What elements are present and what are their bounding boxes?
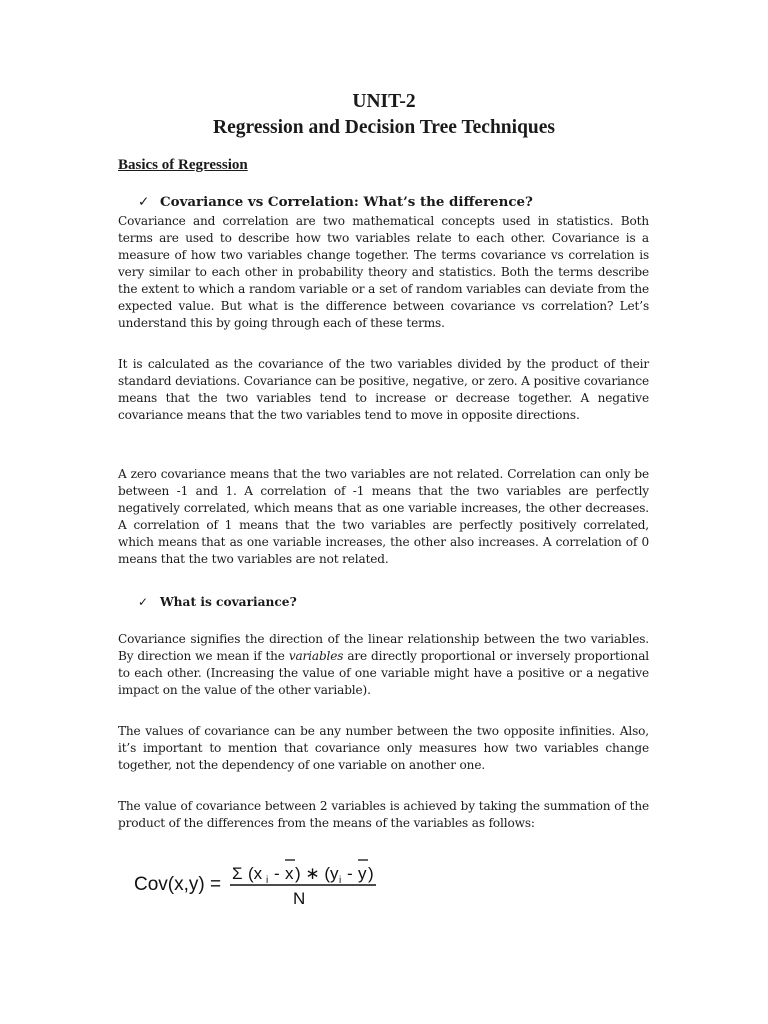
section-heading: Basics of Regression — [118, 157, 248, 173]
formula-sum: Σ — [232, 864, 243, 883]
paragraph: The values of covariance can be any number between the two opposite infinities. Also, it’s important to mention that covariance only measures how two variables change together, not the dependency of one variable on another one. — [118, 724, 649, 772]
formula-minus: - — [274, 864, 280, 883]
checkmark-icon: ✓ — [138, 595, 149, 609]
paragraph-text: Covariance signifies the direction of the linear relationship between the two variables. By direction we mean if the — [118, 632, 649, 663]
formula-ybar: y — [358, 864, 367, 883]
subheading-text: What is covariance? — [160, 595, 297, 609]
page-title: Regression and Decision Tree Techniques — [212, 117, 556, 138]
formula-open-x: (x — [248, 864, 263, 883]
subheading-what-is-covariance — [138, 595, 297, 609]
paragraph: Covariance and correlation are two mathematical concepts used in statistics. Both terms are used to describe how two variables relate to each other. Covariance is a measure of how two variables change together. The terms covariance vs correlation is very similar to each other in probability theory and statistics. Both the terms describe the extent to which a random variable or a set of random variables can deviate from the expected value. But what is the difference between covariance vs correlation? Let’s understand this by going through each of these terms. — [118, 214, 649, 330]
formula-xbar: x — [285, 864, 294, 883]
subheading-text: Covariance vs Correlation: What’s the difference? — [160, 194, 533, 210]
formula-denominator: N — [293, 889, 306, 908]
paragraph: The value of covariance between 2 variables is achieved by taking the summation of the product of the differences from the means of the variables as follows: — [118, 799, 649, 830]
formula-minus: - — [347, 864, 353, 883]
formula-times-y: ) ∗ (y — [295, 864, 339, 883]
unit-label: UNIT-2 — [352, 91, 416, 112]
formula-equals: = — [210, 874, 222, 895]
formula-close: ) — [368, 864, 374, 883]
paragraph-text: are directly proportional or inversely proportional to each other. (Increasing the value of one variable might have a positive or a negative impact on the value of the other variable). — [118, 649, 649, 697]
paragraph: A zero covariance means that the two variables are not related. Correlation can only be between -1 and 1. A correlation of -1 means that the two variables are perfectly negatively correlated, which means that as one variable increases, the other decreases. A correlation of 1 means that the two variables are perfectly positively correlated, which means that as one variable increases, the other also increases. A correlation of 0 means that the two variables are not related. — [118, 467, 649, 566]
paragraph — [118, 631, 649, 699]
checkmark-icon: ✓ — [138, 195, 150, 210]
formula-lhs: Cov(x,y) — [134, 874, 205, 895]
paragraph: It is calculated as the covariance of the two variables divided by the product of their standard deviations. Covariance can be positive, negative, or zero. A positive covariance means that the two variables tend to increase or decrease together. A negative covariance means that the two variables tend to move in opposite directions. — [118, 357, 649, 422]
italic-term: variables — [288, 649, 344, 663]
covariance-formula — [134, 852, 394, 912]
formula-sub-i: i — [339, 875, 342, 886]
subheading-covariance-vs-correlation — [138, 194, 533, 210]
formula-sub-i: i — [266, 875, 269, 886]
